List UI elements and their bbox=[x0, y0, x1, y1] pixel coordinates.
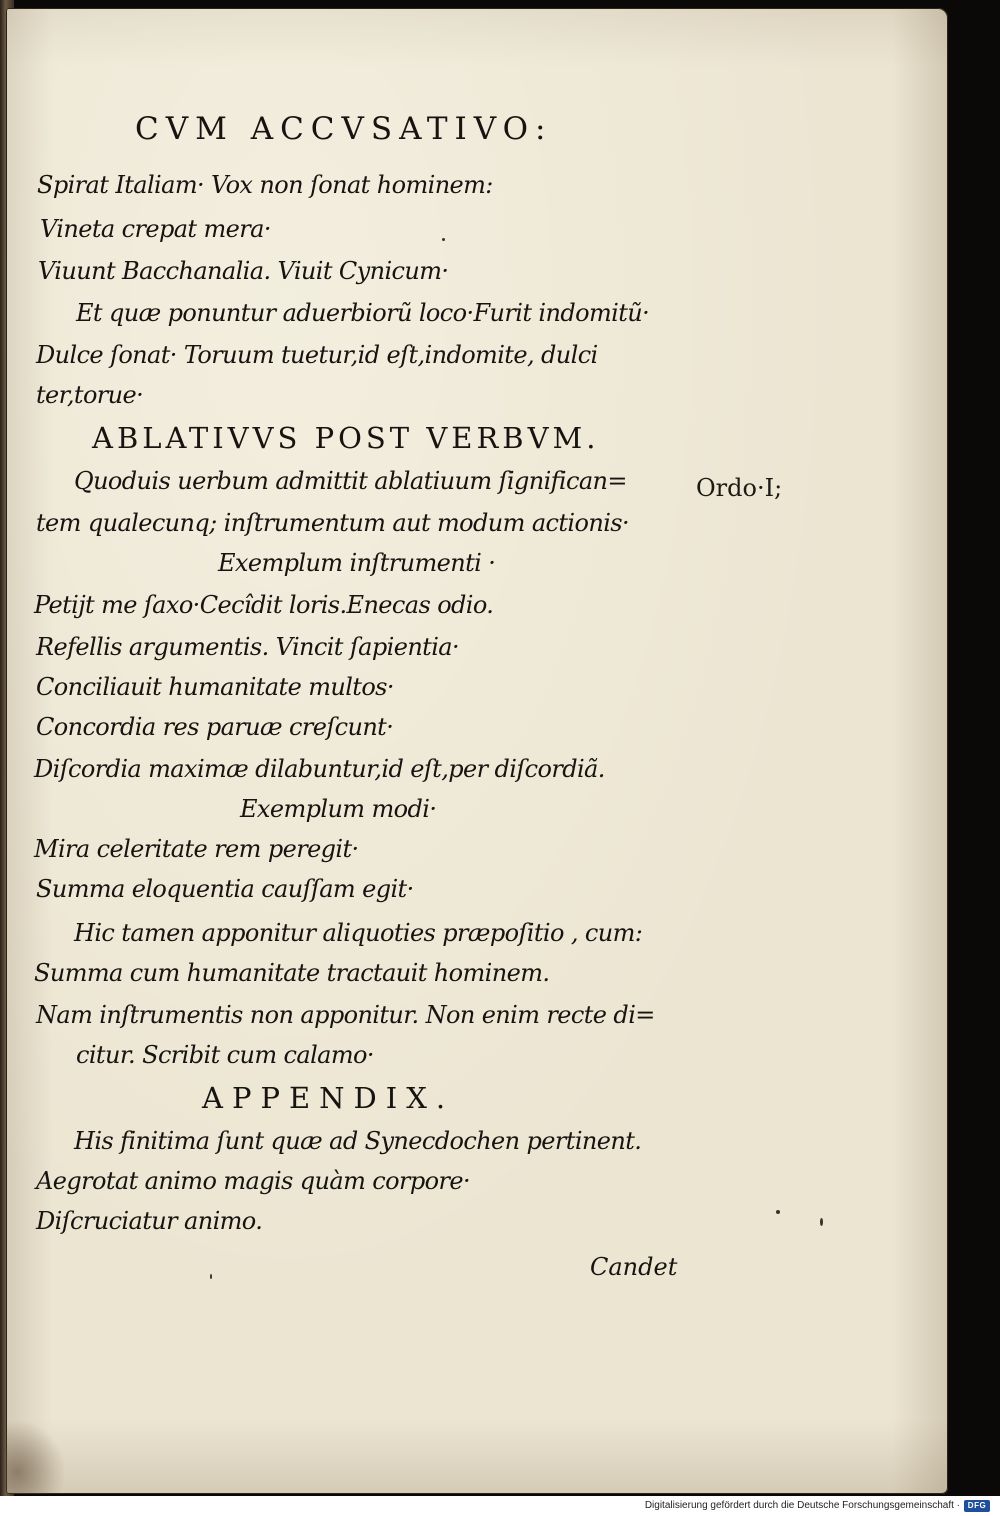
text-line: Aegrotat animo magis quàm corpore· bbox=[36, 1167, 470, 1195]
text-line: Et quæ ponuntur aduerbiorũ loco·Furit indomitũ· bbox=[76, 299, 650, 327]
text-line: Quoduis uerbum admittit ablatiuum ſignifican= bbox=[74, 467, 627, 495]
text-line: Hic tamen apponitur aliquoties præpoſitio , cum: bbox=[74, 919, 643, 947]
text-line: Summa cum humanitate tractauit hominem. bbox=[34, 959, 550, 987]
running-head: CVM ACCVSATIVO: bbox=[135, 111, 553, 147]
text-line: citur. Scribit cum calamo· bbox=[76, 1041, 374, 1069]
text-line: Refellis argumentis. Vincit ſapientia· bbox=[36, 633, 460, 661]
text-line: tem qualecunq; inſtrumentum aut modum actionis· bbox=[36, 509, 630, 537]
text-line: Summa eloquentia cauſſam egit· bbox=[36, 875, 414, 903]
subheading-exemplum-modi: Exemplum modi· bbox=[240, 795, 437, 823]
margin-note: Ordo·I; bbox=[696, 474, 783, 502]
ink-speck bbox=[776, 1210, 780, 1214]
text-line: Petijt me ſaxo·Cecîdit loris.Enecas odio. bbox=[34, 591, 494, 619]
text-line: Concordia res paruæ creſcunt· bbox=[36, 713, 394, 741]
text-line: Spirat Italiam· Vox non ſonat hominem: bbox=[37, 171, 493, 199]
section-heading-appendix: APPENDIX. bbox=[202, 1081, 455, 1115]
subheading-exemplum-instrumenti: Exemplum inſtrumenti · bbox=[218, 549, 496, 577]
ink-speck bbox=[442, 238, 445, 241]
text-line: Dulce ſonat· Toruum tuetur,id eſt,indomite, dulci bbox=[36, 341, 598, 369]
text-line: ter,torue· bbox=[36, 381, 144, 409]
text-line: His finitima ſunt quæ ad Synecdochen pertinent. bbox=[74, 1127, 642, 1155]
text-line: Nam inſtrumentis non apponitur. Non enim recte di= bbox=[36, 1001, 655, 1029]
catchword: Candet bbox=[590, 1253, 678, 1281]
footer-credit: Digitalisierung gefördert durch die Deutsche Forschungsgemeinschaft · bbox=[644, 1500, 960, 1511]
text-line: Diſcruciatur animo. bbox=[36, 1207, 263, 1235]
ink-speck bbox=[210, 1274, 212, 1279]
text-line: Mira celeritate rem peregit· bbox=[34, 835, 359, 863]
text-line: Conciliauit humanitate multos· bbox=[36, 673, 394, 701]
text-line: Vineta crepat mera· bbox=[40, 215, 271, 243]
ink-speck bbox=[820, 1218, 823, 1226]
dfg-logo: DFG bbox=[964, 1500, 990, 1512]
text-line: Diſcordia maximæ dilabuntur,id eſt,per diſcordiã. bbox=[34, 755, 605, 783]
text-line: Viuunt Bacchanalia. Viuit Cynicum· bbox=[38, 257, 449, 285]
section-heading-ablativus: ABLATIVVS POST VERBVM. bbox=[92, 421, 600, 455]
